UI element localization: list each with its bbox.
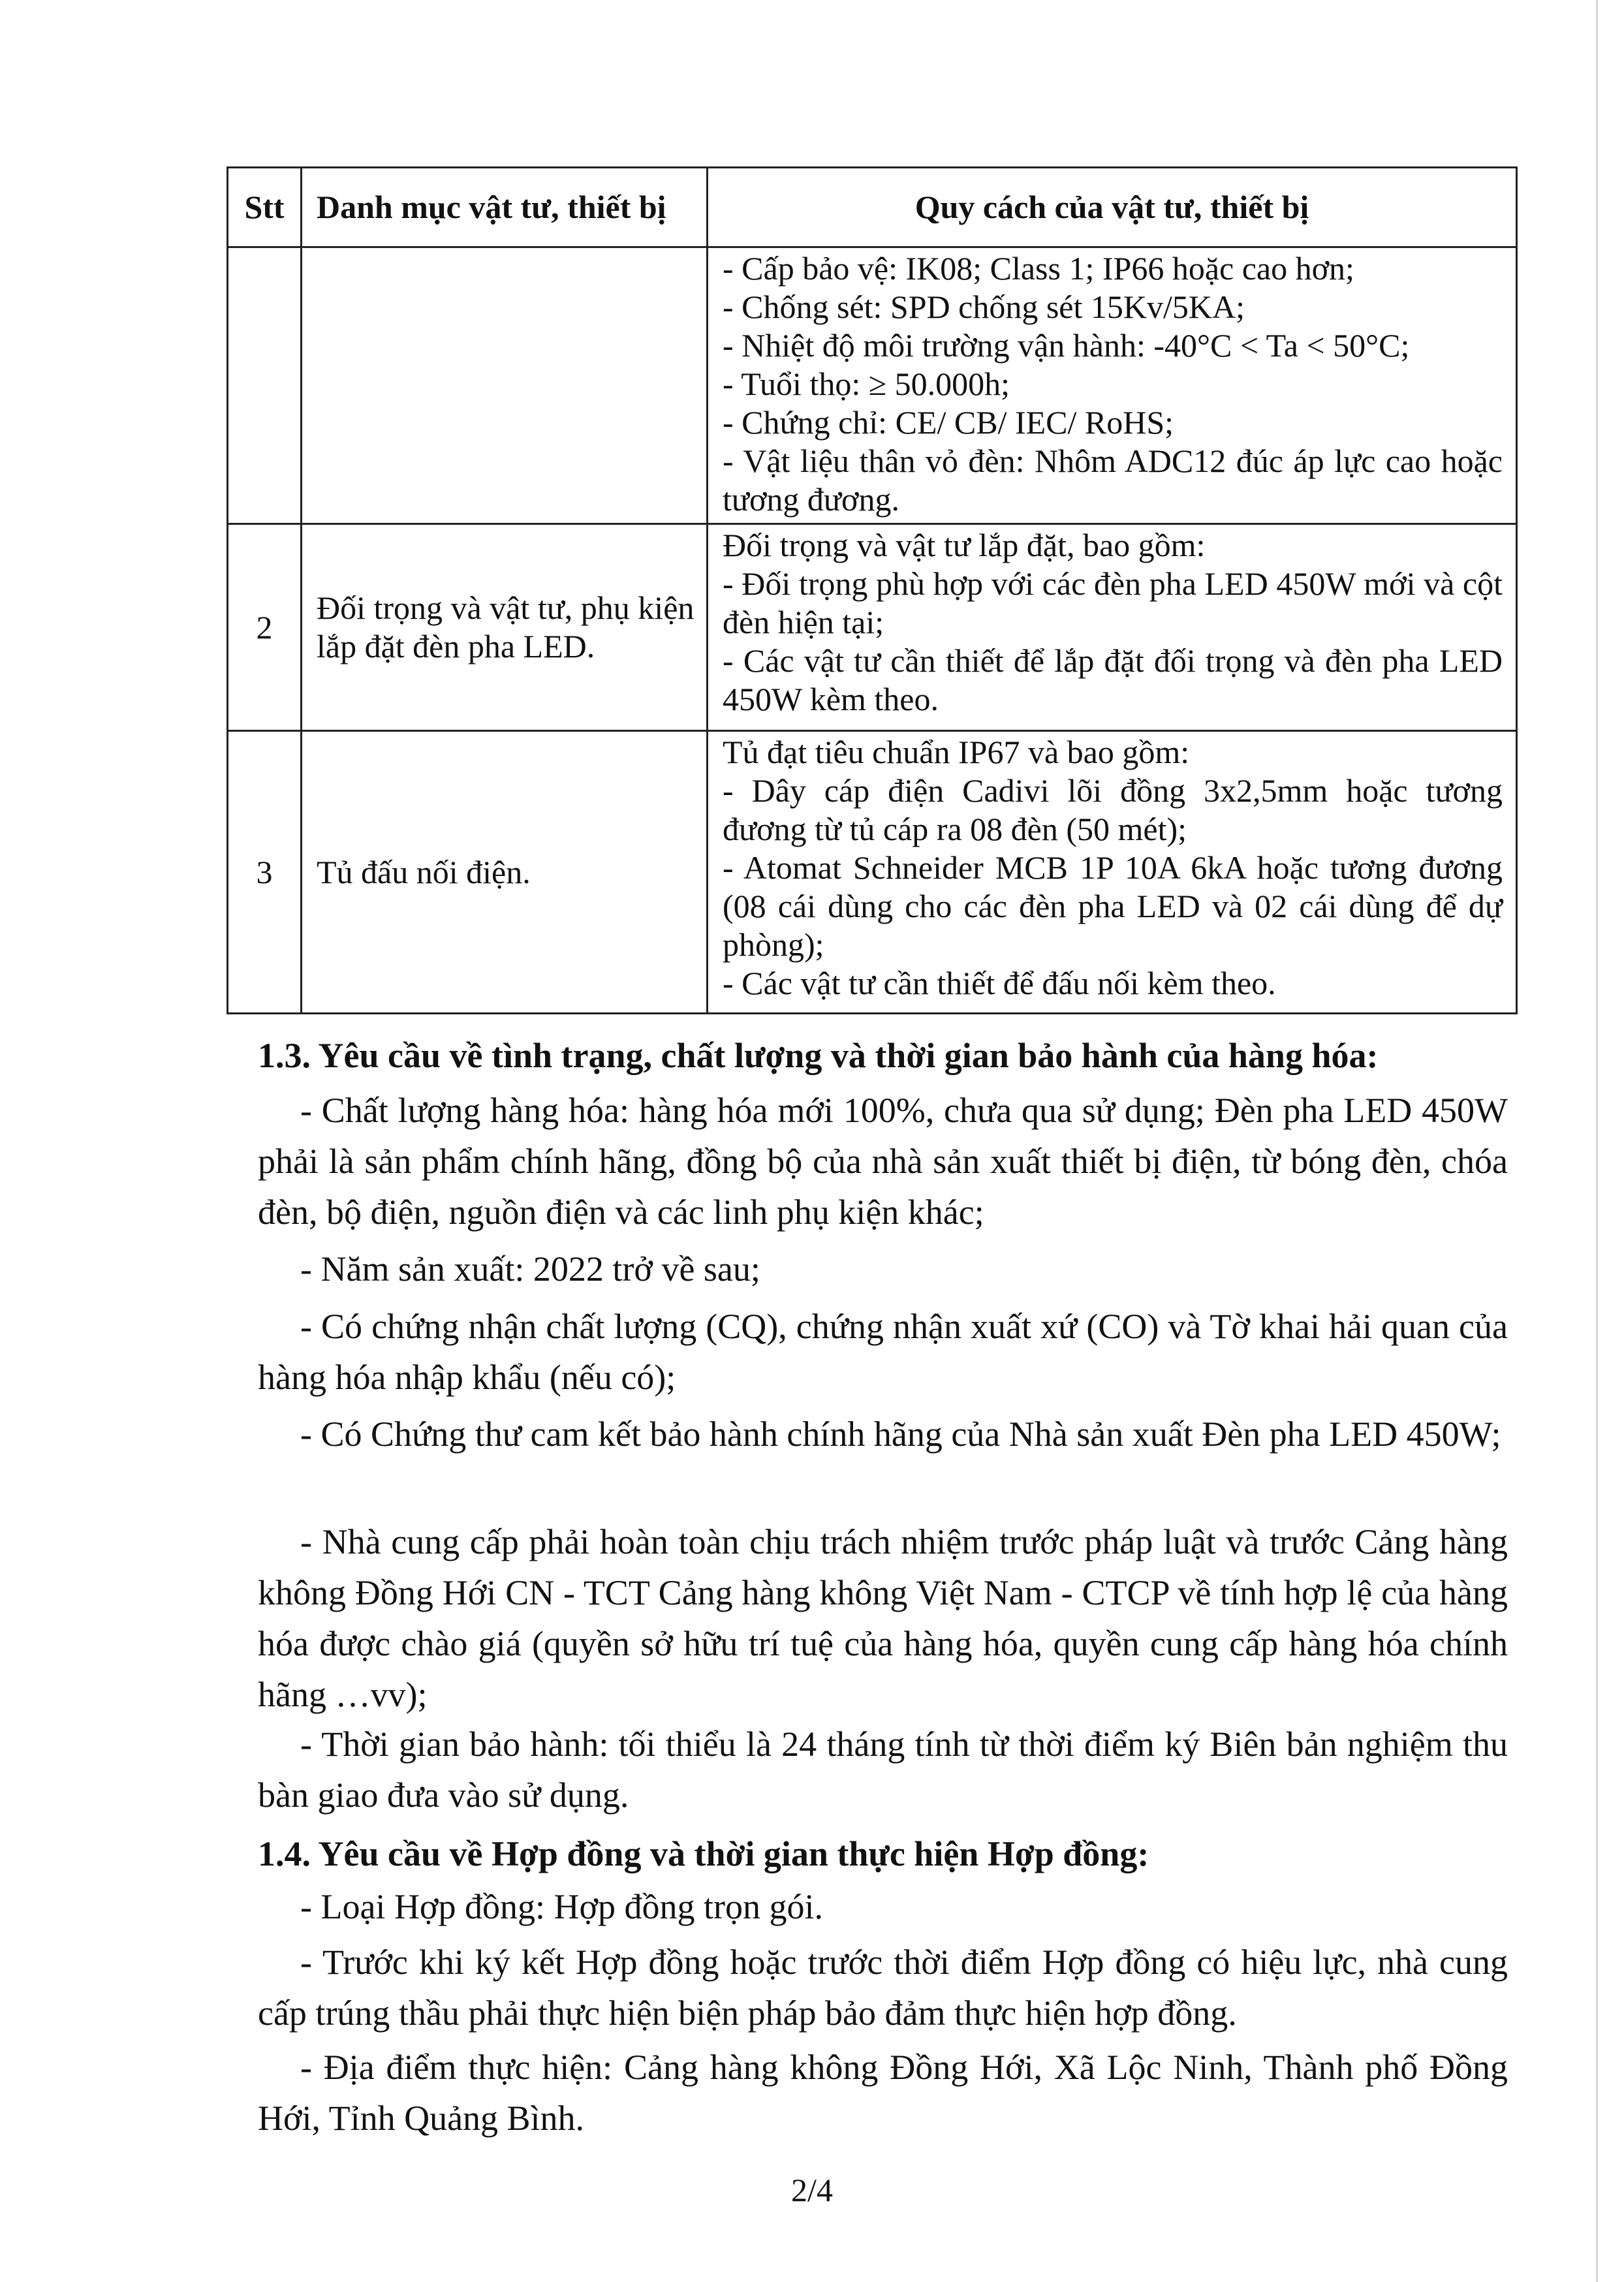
row-specification: [708, 731, 1517, 1014]
paragraph: - Nhà cung cấp phải hoàn toàn chịu trách nhiệm trước pháp luật và trước Cảng hàng không Đồng Hới CN - TCT Cảng hàng không Việt Nam - CTCP về tính hợp lệ của hàng hóa được chào giá (quyền sở hữu trí tuệ của hàng hóa, quyền cung cấp hàng hóa chính hãng …vv);: [258, 1522, 1508, 1714]
section-heading-1-3: 1.3. Yêu cầu về tình trạng, chất lượng và thời gian bảo hành của hàng hóa:: [258, 1036, 1379, 1075]
spec-line: Đối trọng và vật tư lắp đặt, bao gồm:: [723, 527, 1206, 563]
header-specification: Quy cách của vật tư, thiết bị: [708, 168, 1517, 247]
paragraph: - Loại Hợp đồng: Hợp đồng trọn gói.: [300, 1887, 824, 1926]
paragraph: - Thời gian bảo hành: tối thiểu là 24 tháng tính từ thời điểm ký Biên bản nghiệm thu bàn giao đưa vào sử dụng.: [258, 1725, 1508, 1815]
spec-line: - Dây cáp điện Cadivi lõi đồng 3x2,5mm hoặc tương đương từ tủ cáp ra 08 đèn (50 mét);: [723, 772, 1503, 847]
spec-line: - Các vật tư cần thiết để lắp đặt đối trọng và đèn pha LED 450W kèm theo.: [723, 642, 1503, 717]
table-header-row: [228, 168, 1517, 247]
spec-line: - Các vật tư cần thiết để đấu nối kèm theo.: [723, 965, 1276, 1001]
scan-edge-line: [1596, 0, 1598, 2282]
row-stt: 2: [228, 524, 302, 731]
spec-line: - Đối trọng phù hợp với các đèn pha LED 450W mới và cột đèn hiện tại;: [723, 565, 1503, 640]
table-row: [228, 524, 1517, 731]
spec-line: Tủ đạt tiêu chuẩn IP67 và bao gồm:: [723, 734, 1190, 770]
paragraph: - Chất lượng hàng hóa: hàng hóa mới 100%, chưa qua sử dụng; Đèn pha LED 450W phải là sản phẩm chính hãng, đồng bộ của nhà sản xuất thiết bị điện, từ bóng đèn, chóa đèn, bộ điện, nguồn điện và các linh phụ kiện khác;: [258, 1091, 1508, 1232]
spec-line: - Chứng chỉ: CE/ CB/ IEC/ RoHS;: [723, 404, 1174, 441]
paragraph: - Trước khi ký kết Hợp đồng hoặc trước thời điểm Hợp đồng có hiệu lực, nhà cung cấp trúng thầu phải thực hiện biện pháp bảo đảm thực hiện hợp đồng.: [258, 1943, 1508, 2033]
spec-line: - Cấp bảo vệ: IK08; Class 1; IP66 hoặc cao hơn;: [723, 250, 1354, 287]
row-item-name: [302, 247, 708, 524]
row-stt: 3: [228, 731, 302, 1014]
page-number: 2/4: [791, 2172, 833, 2208]
paragraph: - Có Chứng thư cam kết bảo hành chính hãng của Nhà sản xuất Đèn pha LED 450W;: [300, 1415, 1501, 1454]
table-row: [228, 247, 1517, 524]
row-specification: [708, 247, 1517, 524]
spec-line: - Vật liệu thân vỏ đèn: Nhôm ADC12 đúc áp lực cao hoặc tương đương.: [723, 443, 1503, 518]
spec-line: - Tuổi thọ: ≥ 50.000h;: [723, 366, 1010, 402]
row-item-name: Đối trọng và vật tư, phụ kiện lắp đặt đèn pha LED.: [302, 524, 708, 731]
header-stt: Stt: [228, 168, 302, 247]
row-item-name: Tủ đấu nối điện.: [302, 731, 708, 1014]
spec-line: - Atomat Schneider MCB 1P 10A 6kA hoặc tương đương (08 cái dùng cho các đèn pha LED và 02 cái dùng để dự phòng);: [723, 849, 1503, 963]
paragraph: - Địa điểm thực hiện: Cảng hàng không Đồng Hới, Xã Lộc Ninh, Thành phố Đồng Hới, Tỉnh Quảng Bình.: [258, 2048, 1508, 2138]
table-row: [228, 731, 1517, 1014]
spec-line: - Nhiệt độ môi trường vận hành: -40°C < Ta < 50°C;: [723, 327, 1410, 364]
equipment-spec-table: [226, 166, 1518, 1014]
spec-line: - Chống sét: SPD chống sét 15Kv/5KA;: [723, 289, 1245, 325]
paragraph: - Năm sản xuất: 2022 trở về sau;: [300, 1249, 760, 1289]
row-specification: [708, 524, 1517, 731]
paragraph: - Có chứng nhận chất lượng (CQ), chứng nhận xuất xứ (CO) và Tờ khai hải quan của hàng hóa nhập khẩu (nếu có);: [258, 1307, 1508, 1397]
row-stt: [228, 247, 302, 524]
header-item-name: Danh mục vật tư, thiết bị: [302, 168, 708, 247]
section-heading-1-4: 1.4. Yêu cầu về Hợp đồng và thời gian thực hiện Hợp đồng:: [258, 1834, 1149, 1873]
